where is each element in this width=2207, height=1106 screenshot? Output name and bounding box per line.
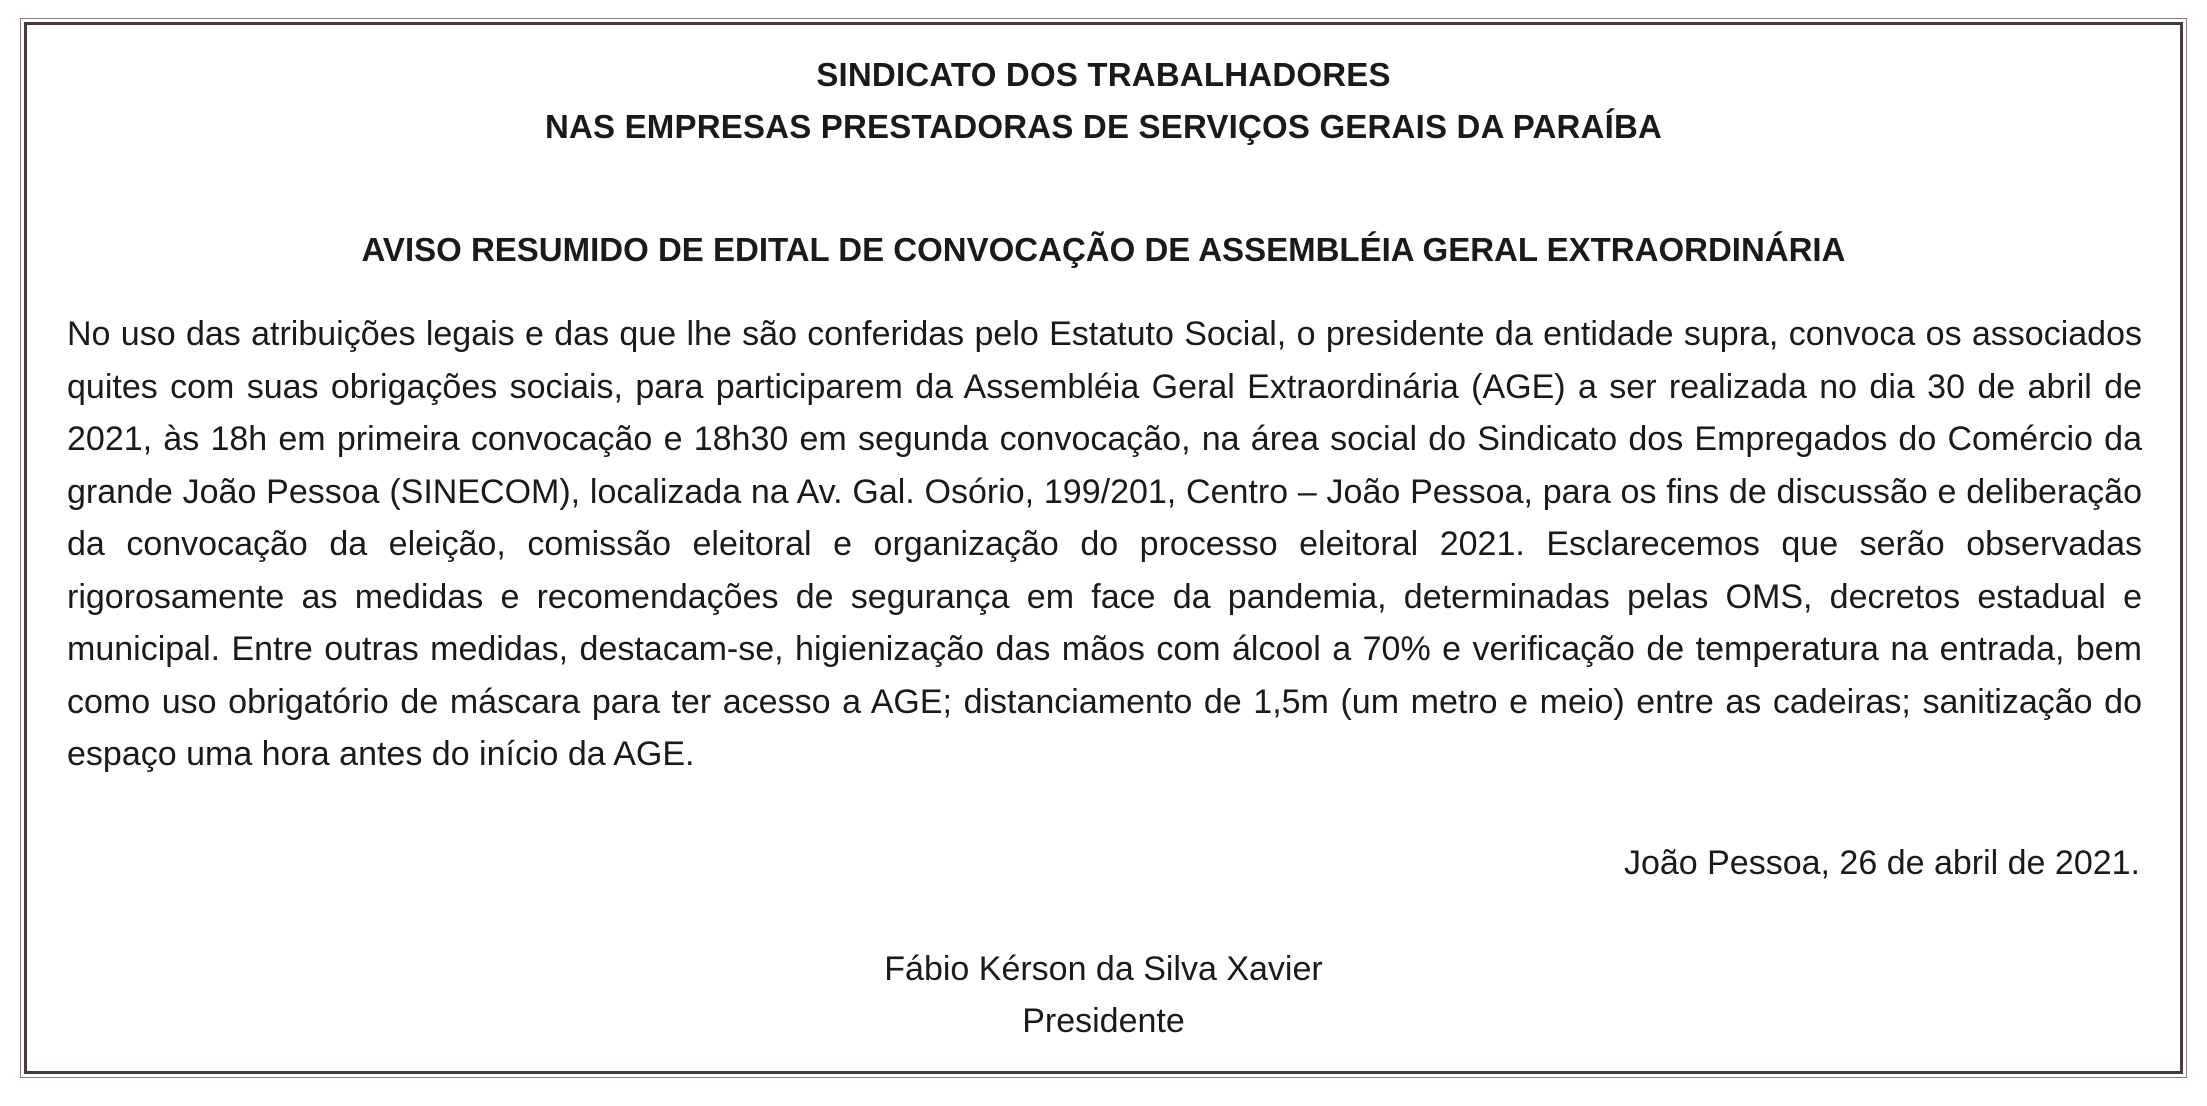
notice-title: AVISO RESUMIDO DE EDITAL DE CONVOCAÇÃO DE ASSEMBLÉIA GERAL EXTRAORDINÁRIA [361, 231, 1846, 268]
union-name-line-2: NAS EMPRESAS PRESTADORAS DE SERVIÇOS GERAIS DA PARAÍBA [544, 108, 1663, 145]
place-and-date: João Pessoa, 26 de abril de 2021. [1623, 844, 2140, 882]
notice-frame [24, 22, 2183, 1074]
union-name-line-1: SINDICATO DOS TRABALHADORES [816, 56, 1391, 93]
signatory-role: Presidente [1022, 1002, 1185, 1040]
signatory-name: Fábio Kérson da Silva Xavier [884, 950, 1323, 988]
notice-body: No uso das atribuições legais e das que lhe são conferidas pelo Estatuto Social, o presidente da entidade supra, convoca os associados quites com suas obrigações sociais, para participarem da Assembléia Geral Extraordinária (AGE) a ser realizada no dia 30 de abril de 2021, às 18h em primeira convocação e 18h30 em segunda convocação, na área social do Sindicato dos Empregados do Comércio da grande João Pessoa (SINECOM), localizada na Av. Gal. Osório, 199/201, Centro – João Pessoa, para os fins de discussão e deliberação da convocação da eleição, comissão eleitoral e organização do processo eleitoral 2021. Esclarecemos que serão observadas rigorosamente as medidas e recomendações de segurança em face da pandemia, determinadas pelas OMS, decretos estadual e municipal. Entre outras medidas, destacam-se, higienização das mãos com álcool a 70% e verificação de temperatura na entrada, bem como uso obrigatório de máscara para ter acesso a AGE; distanciamento de 1,5m (um metro e meio) entre as cadeiras; sanitização do espaço uma hora antes do início da AGE. [67, 315, 2142, 773]
